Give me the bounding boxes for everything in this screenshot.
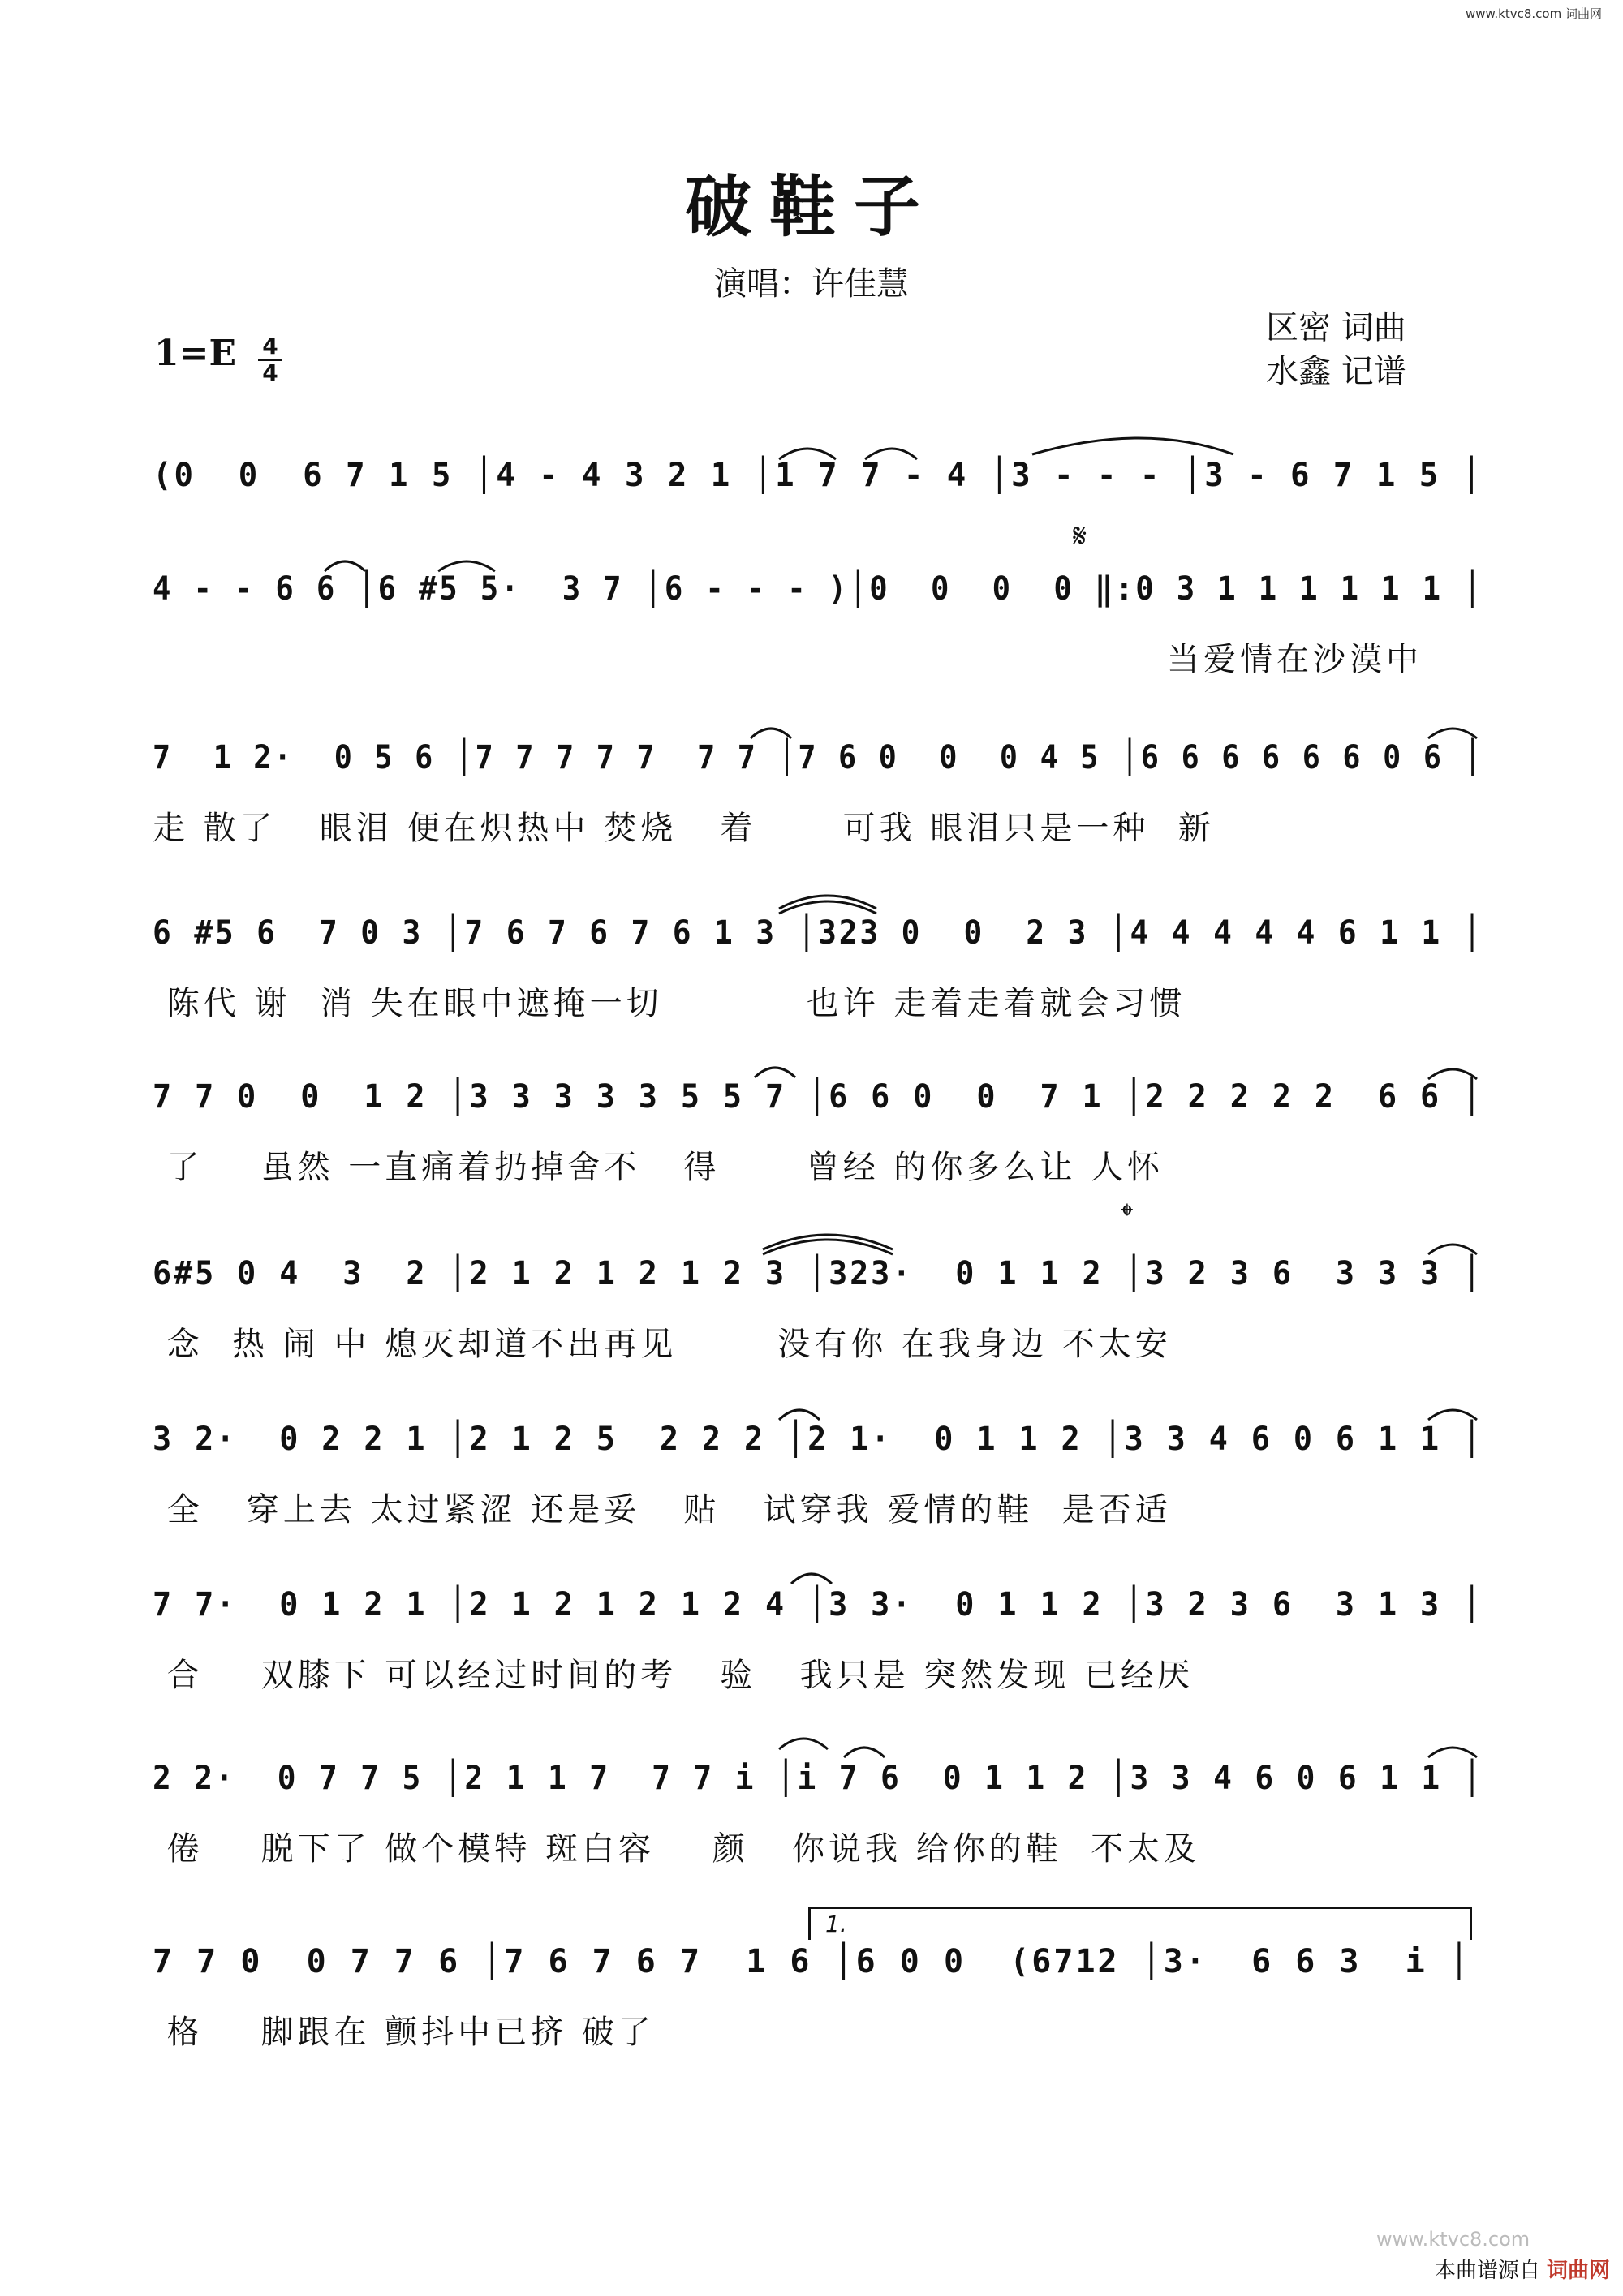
lyric-line: 倦 脱下了 做个模特 斑白容 颜 你说我 给你的鞋 不太及 — [153, 1830, 1201, 1868]
top-watermark: www.ktvc8.com 词曲网 — [1465, 6, 1602, 21]
lyric-line: 全 穿上去 太过紧涩 还是妥 贴 试穿我 爱情的鞋 是否适 — [153, 1491, 1172, 1529]
notation-line: 2 2· 0 7 7 5 │2 1 1 7 7 7 i │i 7 6 0 1 1 2 │3 3 4 6 0 6 1 1 │ — [153, 1760, 1484, 1797]
song-title: 破鞋子 — [684, 168, 938, 246]
singer-line: 演唱：许佳慧 — [714, 265, 909, 303]
footer-watermark — [1435, 2254, 1610, 2284]
coda-mark: 𝄌 — [1121, 1197, 1133, 1235]
lyric-line: 了 虽然 一直痛着扔掉舍不 得 曾经 的你多么让 人怀 — [153, 1149, 1165, 1186]
lyricist-composer-credit: 区密 词曲 — [1266, 309, 1406, 346]
segno-mark: 𝄋 — [1073, 518, 1087, 555]
time-signature-numerator: 4 — [258, 334, 282, 361]
lyric-line: 念 热 闹 中 熄灭却道不出再见 没有你 在我身边 不太安 — [153, 1326, 1172, 1363]
notation-line: 7 7 0 0 7 7 6 │7 6 7 6 7 1 6 │6 0 0 (6712 │3· 6 6 3 i │ — [153, 1943, 1471, 1980]
lyric-line: 走 散了 眼泪 便在炽热中 焚烧 着 可我 眼泪只是一种 新 — [153, 810, 1215, 847]
notation-line: 4 - - 6 6 │6 #5 5· 3 7 │6 - - - )│0 0 0 0 ‖:0 3 1 1 1 1 1 1 │ — [153, 570, 1484, 608]
transcriber-credit: 水鑫 记谱 — [1266, 353, 1406, 390]
first-ending-label: 1. — [825, 1911, 847, 1937]
lyric-line: 合 双膝下 可以经过时间的考 验 我只是 突然发现 已经厌 — [153, 1657, 1195, 1694]
notation-line: 7 7· 0 1 2 1 │2 1 2 1 2 1 2 4 │3 3· 0 1 1 2 │3 2 3 6 3 1 3 │ — [153, 1586, 1484, 1623]
lyric-line: 陈代 谢 消 失在眼中遮掩一切 也许 走着走着就会习惯 — [153, 985, 1186, 1022]
lyric-line: 格 脚跟在 颤抖中已挤 破了 — [153, 2014, 656, 2051]
notation-line: 6 #5 6 7 0 3 │7 6 7 6 7 6 1 3 │323 0 0 2 3 │4 4 4 4 4 6 1 1 │ — [153, 914, 1484, 952]
footer-source-text: 本曲谱源自 — [1435, 2259, 1541, 2283]
lyric-line: 当爱情在沙漠中 — [1167, 641, 1423, 678]
key-signature: 1=E — [154, 333, 237, 374]
notation-line: 3 2· 0 2 2 1 │2 1 2 5 2 2 2 │2 1· 0 1 1 2 │3 3 4 6 0 6 1 1 │ — [153, 1421, 1484, 1458]
notation-line: 7 1 2· 0 5 6 │7 7 7 7 7 7 7 │7 6 0 0 0 4 5 │6 6 6 6 6 6 0 6 │ — [153, 739, 1484, 776]
footer-faint-watermark: www.ktvc8.com — [1376, 2228, 1530, 2251]
time-signature-denominator: 4 — [262, 359, 278, 386]
notation-line: 6#5 0 4 3 2 │2 1 2 1 2 1 2 3 │323· 0 1 1 2 │3 2 3 6 3 3 3 │ — [153, 1255, 1484, 1292]
notation-line: 7 7 0 0 1 2 │3 3 3 3 3 5 5 7 │6 6 0 0 7 1 │2 2 2 2 2 6 6 │ — [153, 1078, 1484, 1116]
footer-brand: 词曲网 — [1547, 2259, 1611, 2283]
notation-line: (0 0 6 7 1 5 │4 - 4 3 2 1 │1 7 7 - 4 │3 - - - │3 - 6 7 1 5 │ — [153, 457, 1484, 494]
